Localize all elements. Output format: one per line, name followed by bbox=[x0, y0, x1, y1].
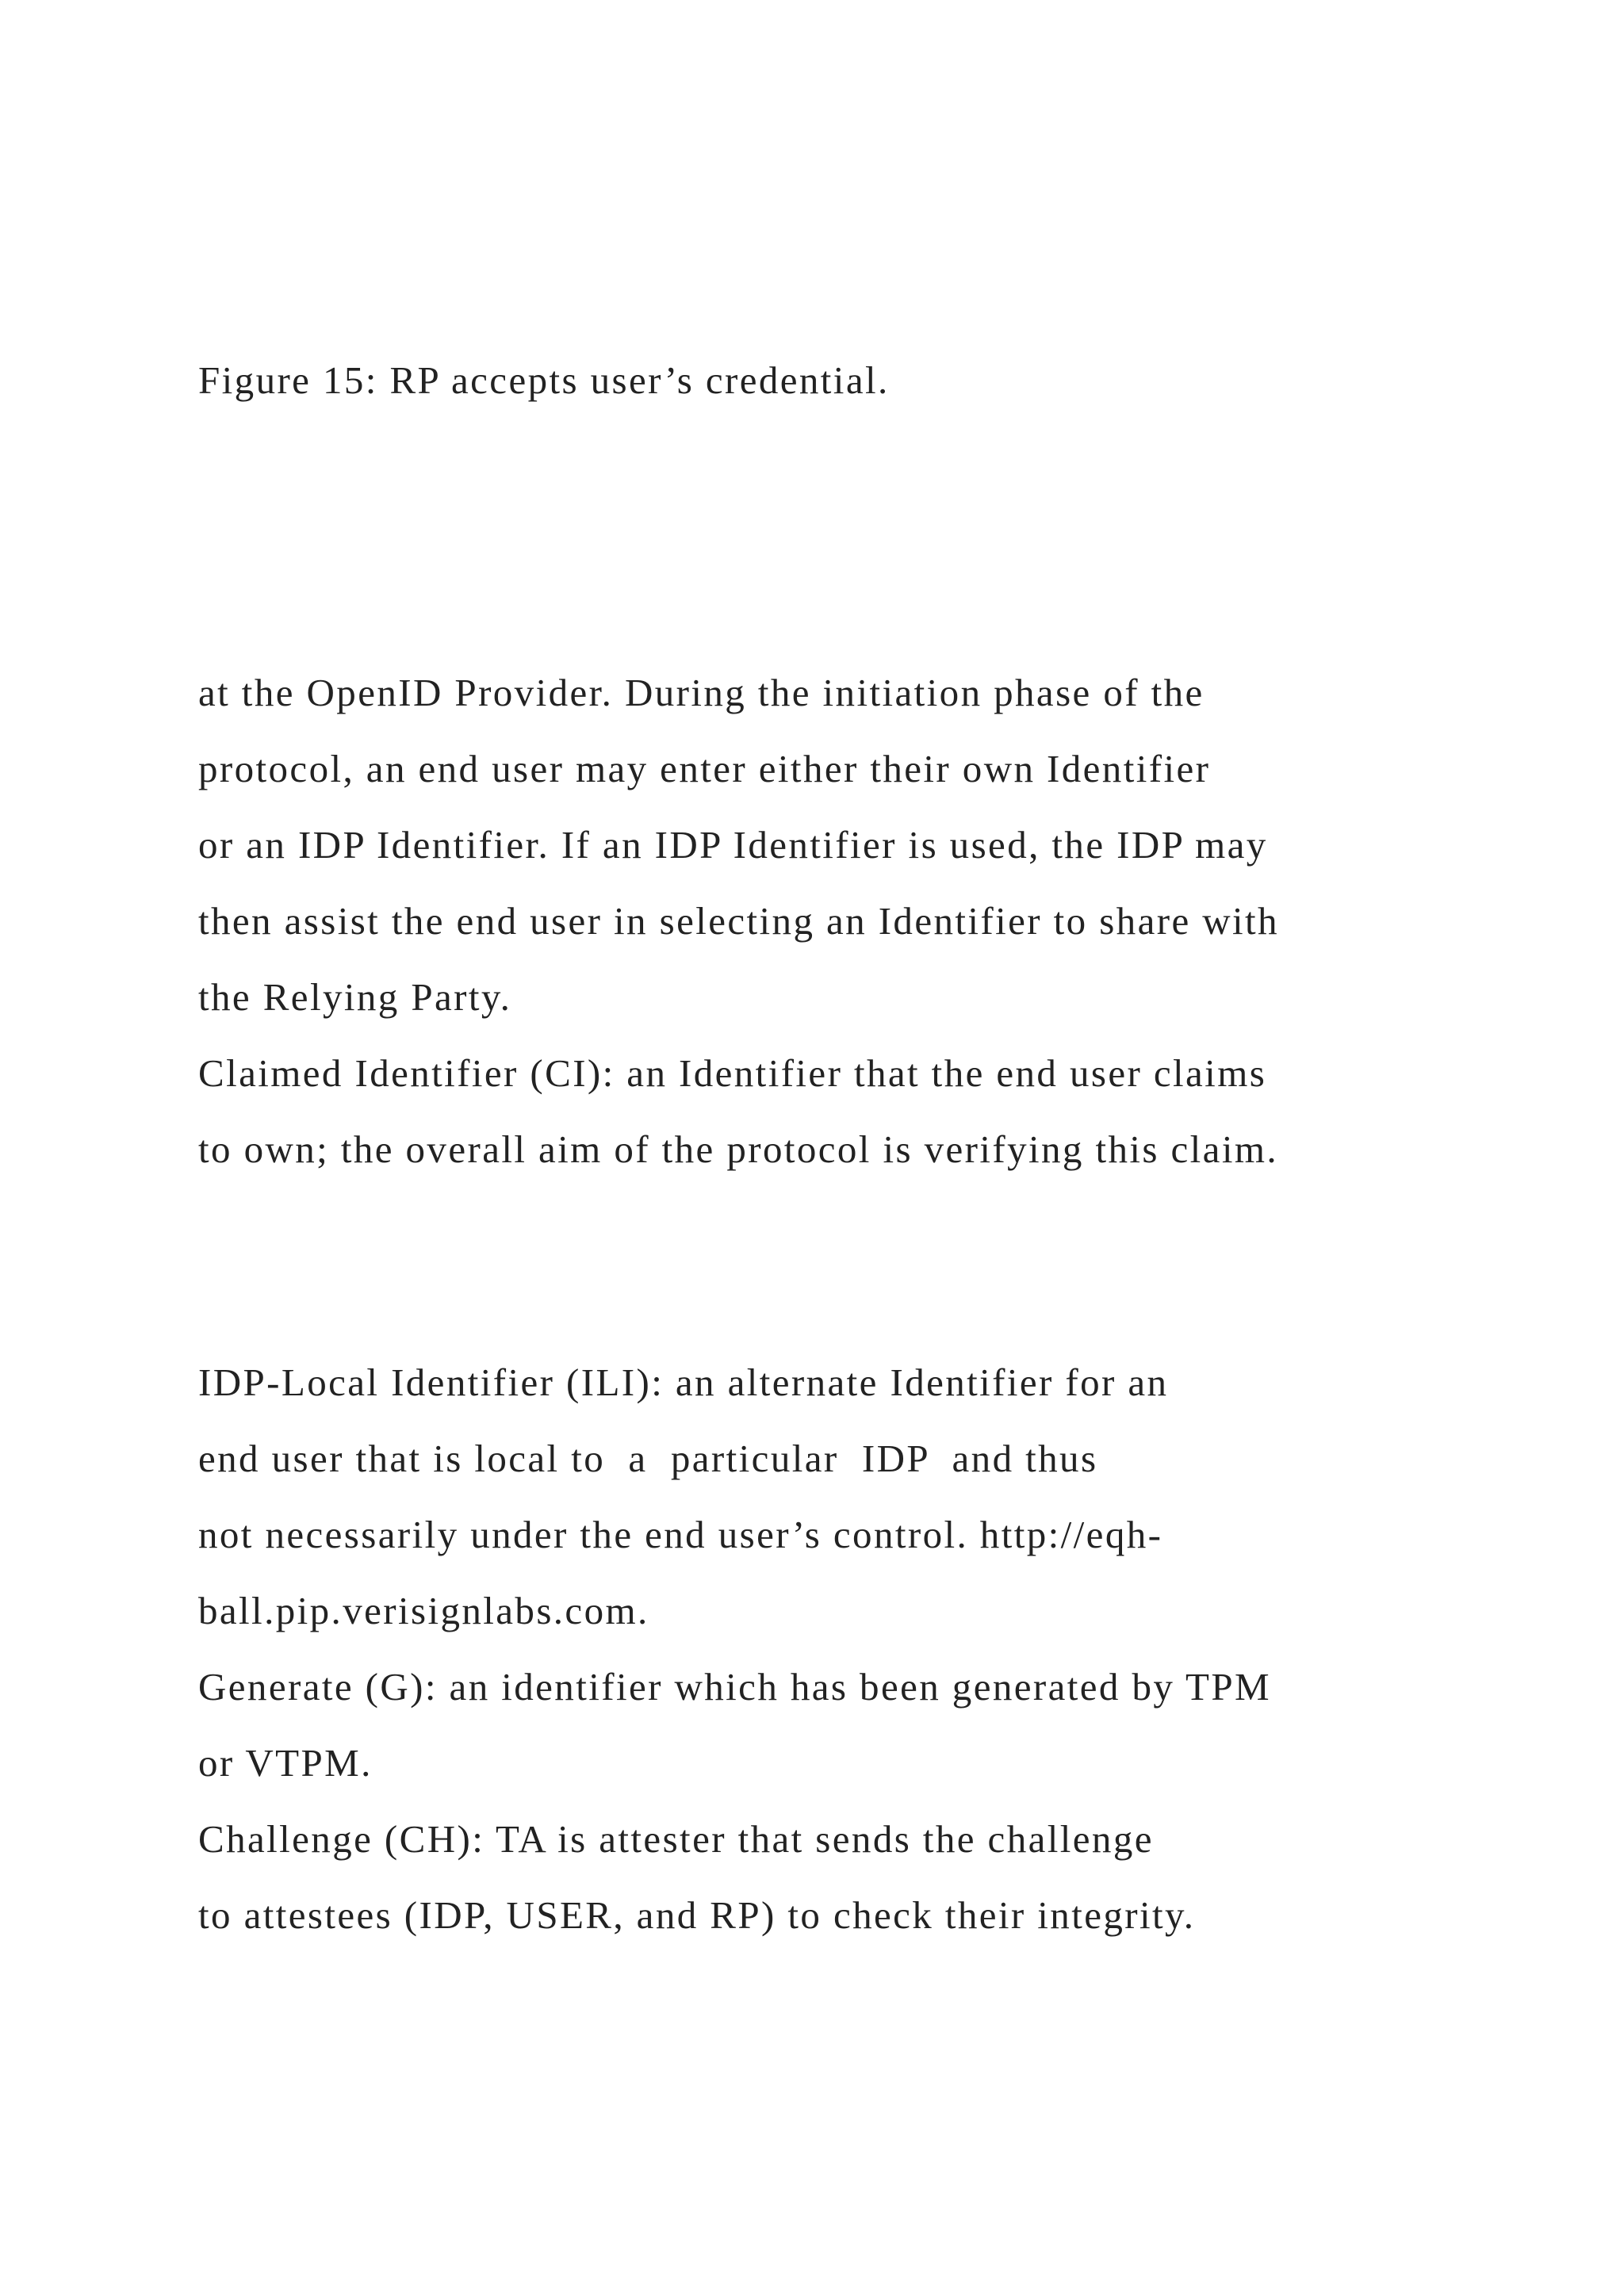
body-text-line: to own; the overall aim of the protocol is verifying this claim. bbox=[198, 1127, 1278, 1171]
body-text-line: at the OpenID Provider. During the initiation phase of the bbox=[198, 671, 1205, 714]
body-text-line: protocol, an end user may enter either their own Identifier bbox=[198, 747, 1211, 790]
body-text-line: Challenge (CH): TA is attester that sends the challenge bbox=[198, 1817, 1154, 1861]
body-text-line: end user that is local to a particular IDP and thus bbox=[198, 1437, 1098, 1480]
body-text-line: or an IDP Identifier. If an IDP Identifier is used, the IDP may bbox=[198, 823, 1268, 867]
body-text-line: the Relying Party. bbox=[198, 975, 512, 1019]
body-text-line: ball.pip.verisignlabs.com. bbox=[198, 1589, 649, 1632]
body-text-line: Generate (G): an identifier which has been generated by TPM bbox=[198, 1665, 1271, 1709]
body-text-line: IDP-Local Identifier (ILI): an alternate Identifier for an bbox=[198, 1360, 1169, 1404]
body-text-line: then assist the end user in selecting an Identifier to share with bbox=[198, 899, 1279, 943]
body-text-line: or VTPM. bbox=[198, 1741, 373, 1785]
figure-caption: Figure 15: RP accepts user’s credential. bbox=[198, 358, 890, 402]
body-text-line: Claimed Identifier (CI): an Identifier that the end user claims bbox=[198, 1051, 1267, 1095]
body-text-line: not necessarily under the end user’s control. http://eqh- bbox=[198, 1513, 1163, 1556]
body-text-line: to attestees (IDP, USER, and RP) to check their integrity. bbox=[198, 1893, 1196, 1937]
